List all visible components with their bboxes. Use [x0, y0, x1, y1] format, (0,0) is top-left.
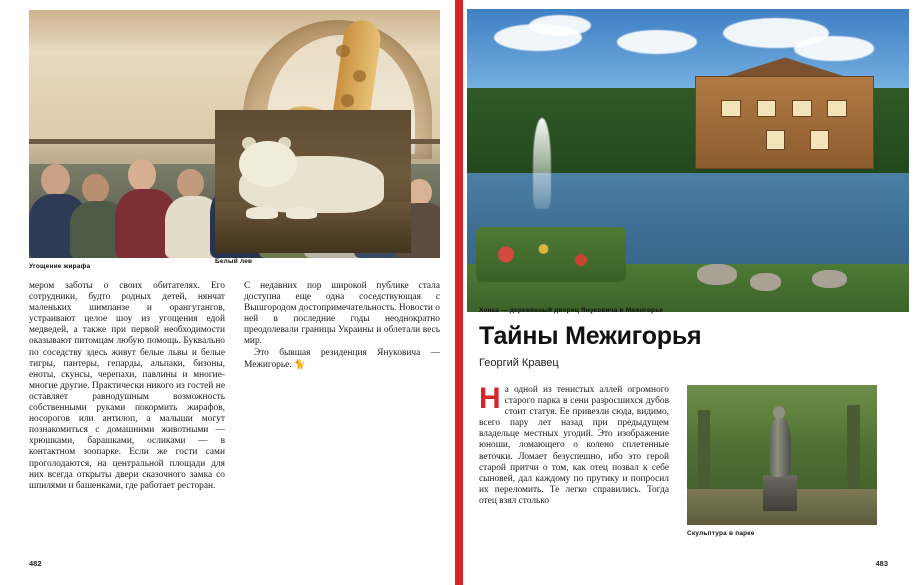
left-column-two	[244, 281, 440, 371]
page-number-left: 482	[29, 559, 42, 568]
park-statue-photo	[687, 385, 877, 525]
right-page	[459, 0, 917, 585]
left-page-columns	[29, 281, 440, 546]
white-lion-photo	[215, 110, 411, 253]
mezhyhirya-wooden-palace-photo	[467, 9, 909, 312]
paragraph: мером заботы о своих обитателях. Его сотрудники, будто родных детей, нянчат маленьких шимпанзе и орангутангов, устраивают целое шоу из угощения едой медведей, а также при первой необходимости оказывают питомцам любую помощь. Буквально по соседству здесь живут белые львы и белые тигры, пантеры, гепарды, альпаки, бизоны, еноты, скунсы, черепахи, павлины и многие-многие другие. Практически никого из гостей не оставляет равнодушным возможность собственными руками покормить жирафов, носорогов или антилоп, а малыши могут познакомиться с домашними животными — хрюшками, барашками, осликами — в контактном зоопарке. Если же гости сами проголодаются, на центральной площади для них всегда открыты двери сказочного замка со шпилями и башенками, где работает ресторан.	[29, 281, 225, 491]
article-title: Тайны Межигорья	[479, 322, 702, 350]
cat-icon: 🐈	[293, 358, 306, 369]
palace-photo-caption: Хонка — деревянный дворец Януковича в Межигорье	[479, 307, 664, 314]
drop-cap: Н	[479, 382, 501, 415]
paragraph: С недавних пор широкой публике стала доступна еще одна соседствующая с Вышгородом достопримечательность. Новости о ней в последние годы неоднократно преодолевали границы Украины и облетали весь мир.	[244, 281, 440, 347]
giraffe-photo-caption: Угощение жирафа	[29, 263, 91, 270]
article-byline: Георгий Кравец	[479, 357, 559, 369]
spread-divider-rule-right	[459, 0, 463, 585]
article-body	[479, 382, 669, 507]
statue-photo-caption: Скульптура в парке	[687, 530, 755, 537]
paragraph: Это бывшая резиденция Януковича — Межигорье.	[244, 347, 440, 370]
page-number-right: 483	[875, 559, 888, 568]
lion-photo-caption: Белый лев	[215, 258, 253, 265]
body-text: а одной из тенистых аллей огромного старого парка в сени разросшихся дубов стоит статуя. Ее привезли сюда, видимо, всего пару лет назад при предыдущем владельце местных угодий. Это изображение юноши, ломающего о колено сплетенные веточки. Ломает безуспешно, ибо это герой старой притчи о том, как отец позвал к себе сыновей, дал каждому по прутику и попросил их переломить. Те легко справились. Тогда отец взял столько	[479, 385, 669, 506]
left-column-one	[29, 281, 225, 492]
